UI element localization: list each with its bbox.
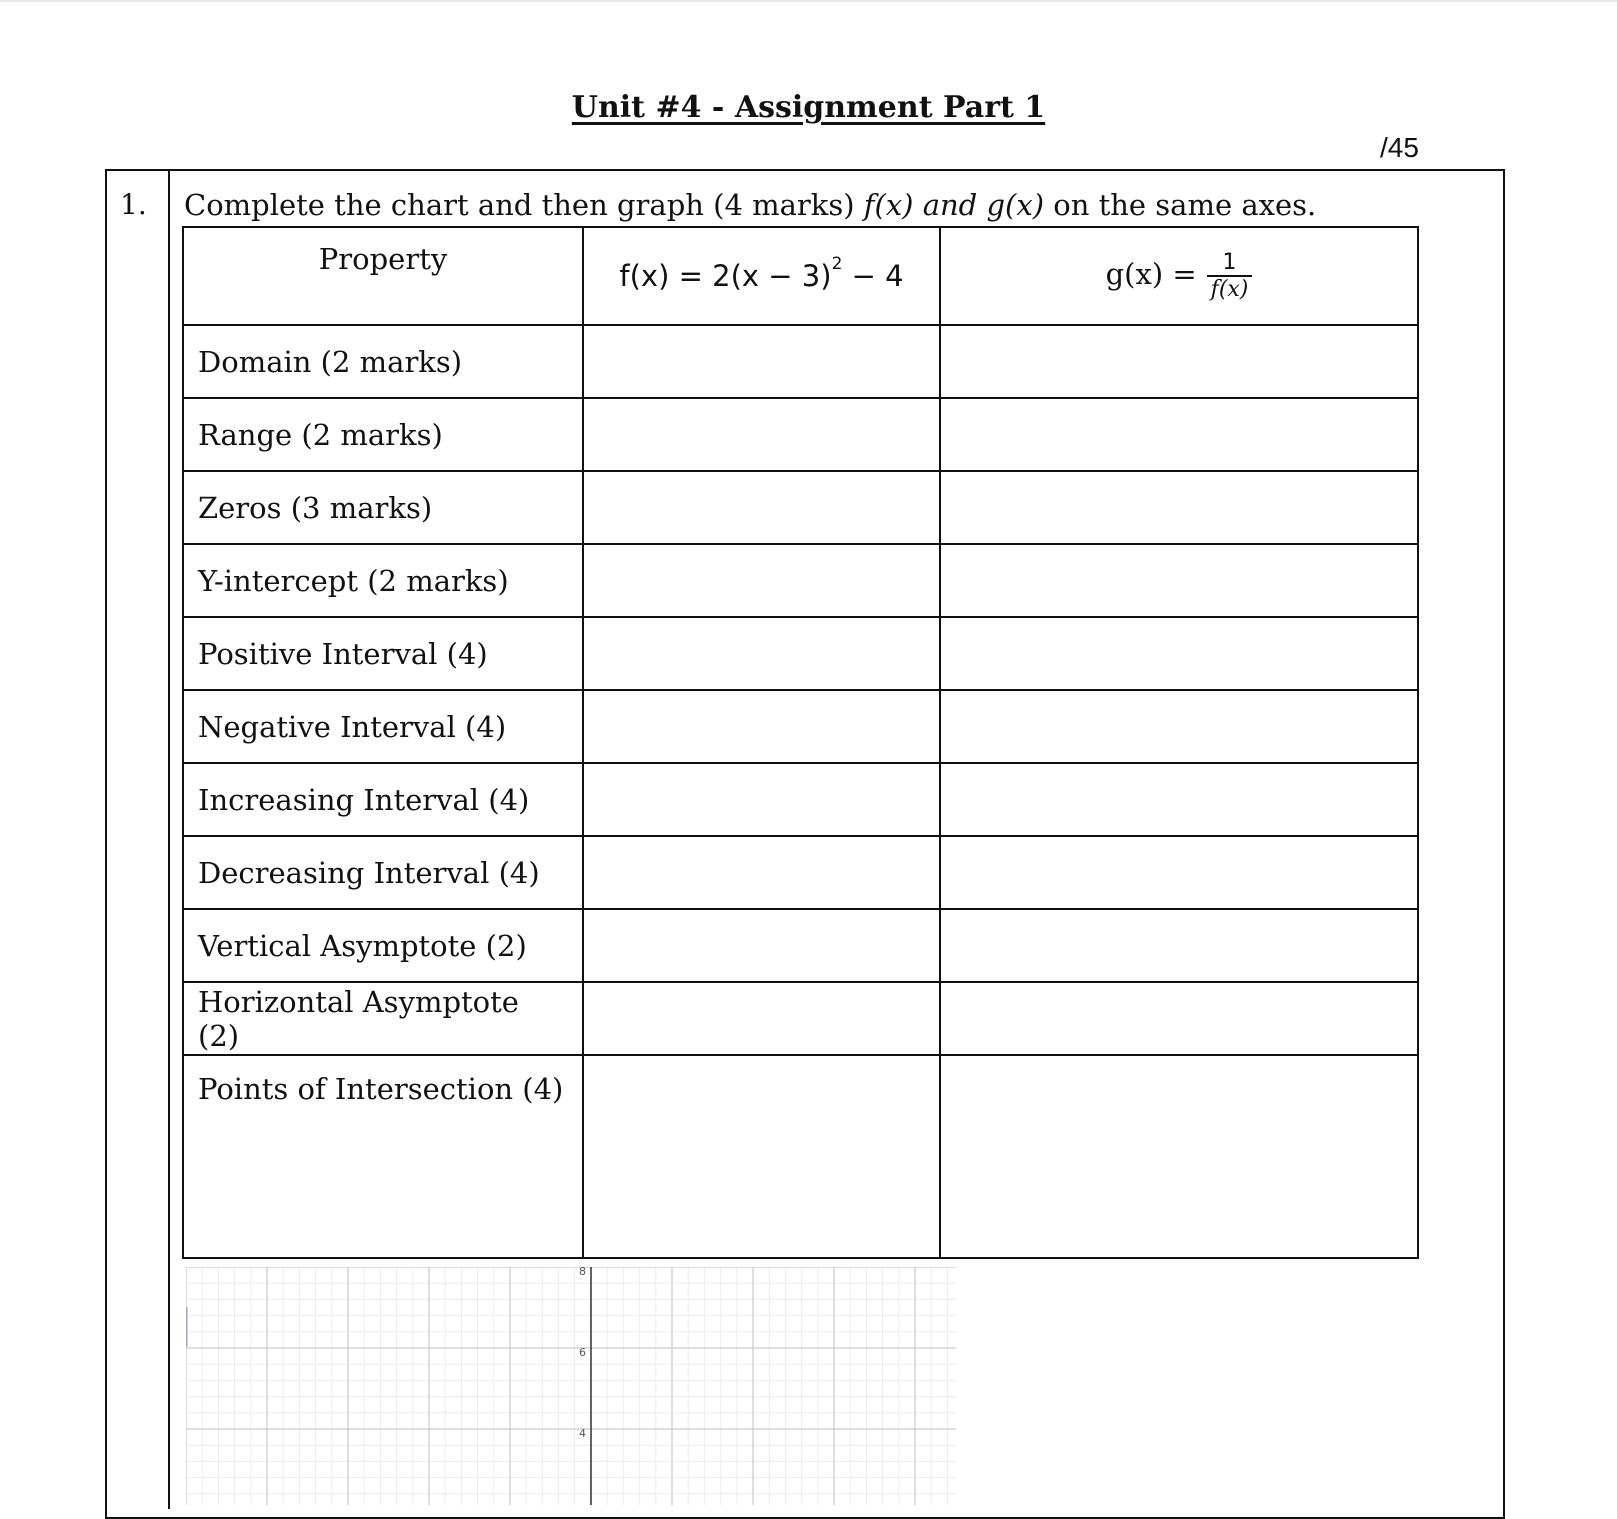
g-formula-left: g(x) = — [1105, 257, 1197, 291]
answer-cell-f[interactable] — [583, 617, 940, 690]
question-number-divider — [168, 169, 170, 1509]
answer-cell-f[interactable] — [583, 544, 940, 617]
table-row — [183, 763, 1418, 836]
y-axis-ticks — [579, 1267, 586, 1440]
table-row — [183, 690, 1418, 763]
row-label: Y-intercept (2 marks) — [183, 544, 583, 617]
answer-cell-f[interactable] — [583, 1055, 940, 1258]
f-formula-right: − 4 — [842, 259, 904, 293]
row-label: Positive Interval (4) — [183, 617, 583, 690]
chart-header-row — [183, 227, 1418, 325]
g-fraction — [1207, 250, 1253, 302]
header-f-of-x — [583, 227, 940, 325]
row-label: Domain (2 marks) — [183, 325, 583, 398]
answer-cell-f[interactable] — [583, 398, 940, 471]
question-instruction — [184, 188, 1316, 222]
header-property: Property — [183, 227, 583, 325]
table-row — [183, 1055, 1418, 1258]
y-tick-label: 8 — [579, 1267, 586, 1278]
row-label: Points of Intersection (4) — [183, 1055, 583, 1258]
answer-cell-g[interactable] — [940, 544, 1418, 617]
y-tick-label: 4 — [579, 1427, 586, 1440]
g-fraction-denominator: f(x) — [1210, 277, 1249, 302]
answer-cell-g[interactable] — [940, 763, 1418, 836]
f-formula-left: f(x) = 2(x − 3) — [619, 259, 832, 293]
table-row — [183, 909, 1418, 982]
properties-chart — [182, 226, 1419, 1259]
row-label: Decreasing Interval (4) — [183, 836, 583, 909]
answer-cell-g[interactable] — [940, 982, 1418, 1055]
row-label: Range (2 marks) — [183, 398, 583, 471]
answer-cell-g[interactable] — [940, 1055, 1418, 1258]
major-gridlines — [186, 1267, 956, 1505]
table-row — [183, 617, 1418, 690]
table-row — [183, 325, 1418, 398]
f-formula-exponent: 2 — [831, 254, 843, 275]
instruction-math: f(x) and g(x) — [863, 188, 1045, 222]
answer-cell-g[interactable] — [940, 836, 1418, 909]
answer-cell-f[interactable] — [583, 763, 940, 836]
header-g-of-x — [940, 227, 1418, 325]
g-fraction-numerator: 1 — [1207, 250, 1253, 277]
answer-cell-g[interactable] — [940, 617, 1418, 690]
y-tick-label: 6 — [579, 1346, 586, 1359]
total-score: /45 — [1380, 132, 1419, 163]
graph-grid[interactable] — [186, 1267, 956, 1505]
answer-cell-f[interactable] — [583, 982, 940, 1055]
page-title: Unit #4 - Assignment Part 1 — [571, 90, 1046, 125]
minor-gridlines — [186, 1267, 956, 1505]
answer-cell-f[interactable] — [583, 690, 940, 763]
instruction-text-after: on the same axes. — [1044, 188, 1317, 222]
answer-cell-g[interactable] — [940, 471, 1418, 544]
question-number: 1. — [120, 188, 147, 221]
table-row — [183, 398, 1418, 471]
answer-cell-g[interactable] — [940, 398, 1418, 471]
table-row — [183, 836, 1418, 909]
row-label: Zeros (3 marks) — [183, 471, 583, 544]
answer-cell-g[interactable] — [940, 690, 1418, 763]
answer-cell-f[interactable] — [583, 909, 940, 982]
row-label: Vertical Asymptote (2) — [183, 909, 583, 982]
answer-cell-f[interactable] — [583, 325, 940, 398]
row-label: Horizontal Asymptote (2) — [183, 982, 583, 1055]
row-label: Negative Interval (4) — [183, 690, 583, 763]
answer-cell-f[interactable] — [583, 836, 940, 909]
table-row — [183, 982, 1418, 1055]
table-row — [183, 471, 1418, 544]
table-row — [183, 544, 1418, 617]
instruction-text-before: Complete the chart and then graph (4 marks) — [184, 188, 864, 222]
page-top-edge — [0, 0, 1617, 2]
answer-cell-g[interactable] — [940, 909, 1418, 982]
row-label: Increasing Interval (4) — [183, 763, 583, 836]
answer-cell-f[interactable] — [583, 471, 940, 544]
answer-cell-g[interactable] — [940, 325, 1418, 398]
